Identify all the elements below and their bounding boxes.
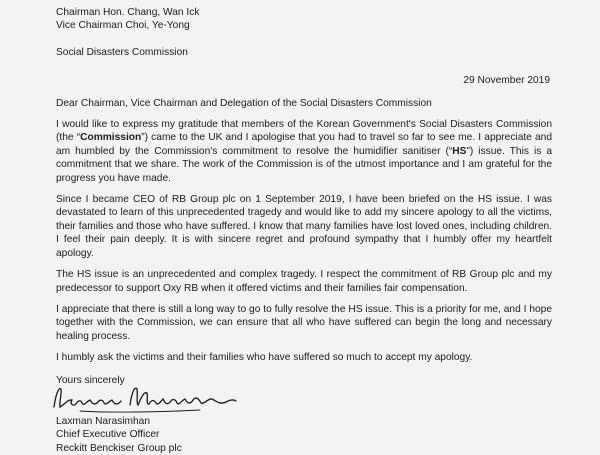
paragraph-priority: I appreciate that there is still a long way to go to fully resolve the HS issue. This is a priority for me, and I hope together with the Commission, we can ensure that all who have suffered can begin the long and necessary healing process. — [56, 303, 552, 342]
signer-title: Chief Executive Officer — [56, 429, 160, 441]
paragraph-gratitude-part-e: ”) issue. This is a commitment that we share. The work of the Commission is of the utmost importance and I am grateful for the progress you have made. — [56, 145, 552, 184]
signer-name: Laxman Narasimhan — [56, 415, 150, 427]
closing: Yours sincerely — [56, 374, 125, 386]
signer-block — [56, 415, 552, 455]
letter-date: 29 November 2019 — [463, 75, 550, 87]
signer-company: Reckitt Benckiser Group plc — [56, 442, 182, 454]
recipient-vice-chairman: Vice Chairman Choi, Ye-Yong — [56, 20, 190, 32]
address-spacer — [56, 33, 552, 46]
recipient-chairman: Chairman Hon. Chang, Wan Ick — [56, 7, 200, 18]
paragraph-gratitude-part-a: I would like to express my gratitude that members of the Korean Government's Social Disasters Commission (the “ — [56, 119, 552, 144]
term-hs: HS — [452, 145, 467, 157]
paragraph-gratitude-part-c: ”) came to the UK and I apologise that you had to travel so far to see me. I appreciate and am humbled by the Commission's commitment to resolve the humidifier sanitiser (“ — [56, 132, 552, 157]
paragraph-request: I humbly ask the victims and their families who have suffered so much to accept my apology. — [56, 352, 473, 364]
term-commission: Commission — [80, 132, 142, 144]
recipient-block — [56, 6, 552, 59]
recipient-organization: Social Disasters Commission — [56, 46, 188, 58]
paragraph-gratitude — [56, 118, 552, 185]
paragraph-apology: Since I became CEO of RB Group plc on 1 September 2019, I have been briefed on the HS issue. I was devastated to learn of this unprecedented tragedy and would like to add my sincere apology to all the victims, their families and those who have suffered. I know that many families have lost loved ones, including children. I feel their pain deeply. It is with sincere regret and profound sympathy that I humbly offer my heartfelt apology. — [56, 194, 552, 259]
paragraph-commitment: The HS issue is an unprecedented and complex tragedy. I respect the commitment of RB Group plc and my predecessor to support Oxy RB when it offered victims and their families fair compensation. — [56, 269, 552, 294]
salutation: Dear Chairman, Vice Chairman and Delegation of the Social Disasters Commission — [56, 97, 432, 109]
handwritten-signature — [56, 389, 552, 415]
